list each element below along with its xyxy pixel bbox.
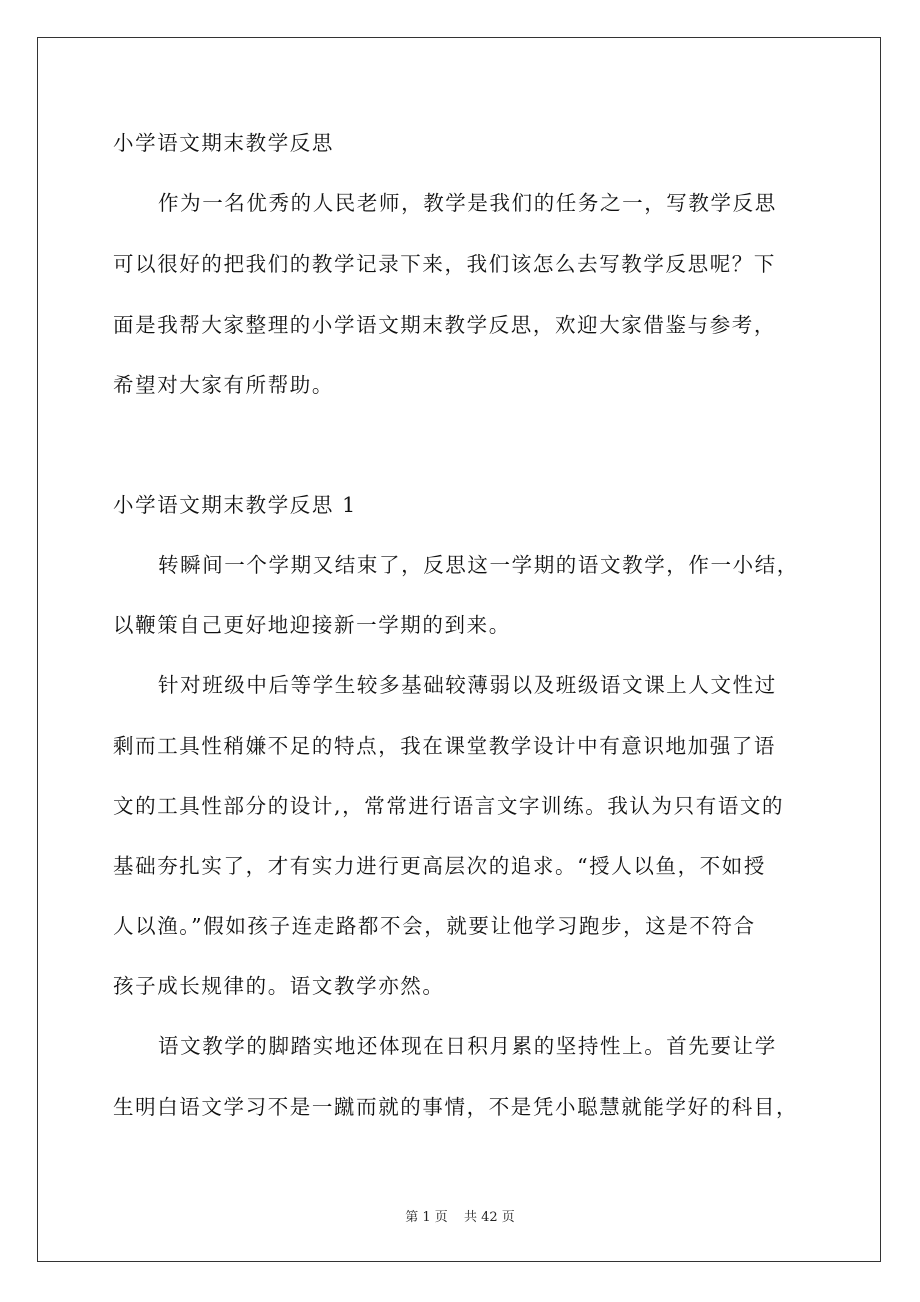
text-line: 孩子成长规律的。语文教学亦然。	[113, 974, 445, 998]
text-line: 语文教学的脚踏实地还体现在日积月累的坚持性上。首先要让学	[158, 1034, 777, 1058]
page-border	[37, 37, 881, 1262]
text-line: 转瞬间一个学期又结束了，反思这一学期的语文教学，作一小结，	[158, 553, 799, 577]
text-line: 文的工具性部分的设计,，常常进行语言文字训练。我认为只有语文的	[113, 794, 785, 818]
text-line: 生明白语文学习不是一蹴而就的事情，不是凭小聪慧就能学好的科目，	[113, 1095, 799, 1119]
document-title: 小学语文期末教学反思	[113, 131, 334, 155]
page-total: 共 42 页	[463, 1210, 515, 1225]
text-line: 剩而工具性稍嫌不足的特点，我在课堂教学设计中有意识地加强了语	[113, 734, 776, 758]
text-line: 针对班级中后等学生较多基础较薄弱以及班级语文课上人文性过	[158, 673, 777, 697]
page-number: 第 1 页	[405, 1210, 448, 1225]
text-line: 可以很好的把我们的教学记录下来，我们该怎么去写教学反思呢？下	[113, 252, 776, 276]
section-heading: 小学语文期末教学反思 1	[113, 493, 357, 517]
text-line: 作为一名优秀的人民老师，教学是我们的任务之一，写教学反思	[158, 191, 777, 215]
text-line: 面是我帮大家整理的小学语文期末教学反思，欢迎大家借鉴与参考，	[113, 313, 776, 337]
page-footer	[0, 1206, 920, 1225]
text-line: 以鞭策自己更好地迎接新一学期的到来。	[113, 613, 511, 637]
text-line: 基础夯扎实了，才有实力进行更高层次的追求。“授人以鱼，不如授	[113, 854, 766, 878]
text-line: 希望对大家有所帮助。	[113, 373, 334, 397]
text-line: 人以渔。”假如孩子连走路都不会，就要让他学习跑步，这是不符合	[113, 914, 756, 938]
